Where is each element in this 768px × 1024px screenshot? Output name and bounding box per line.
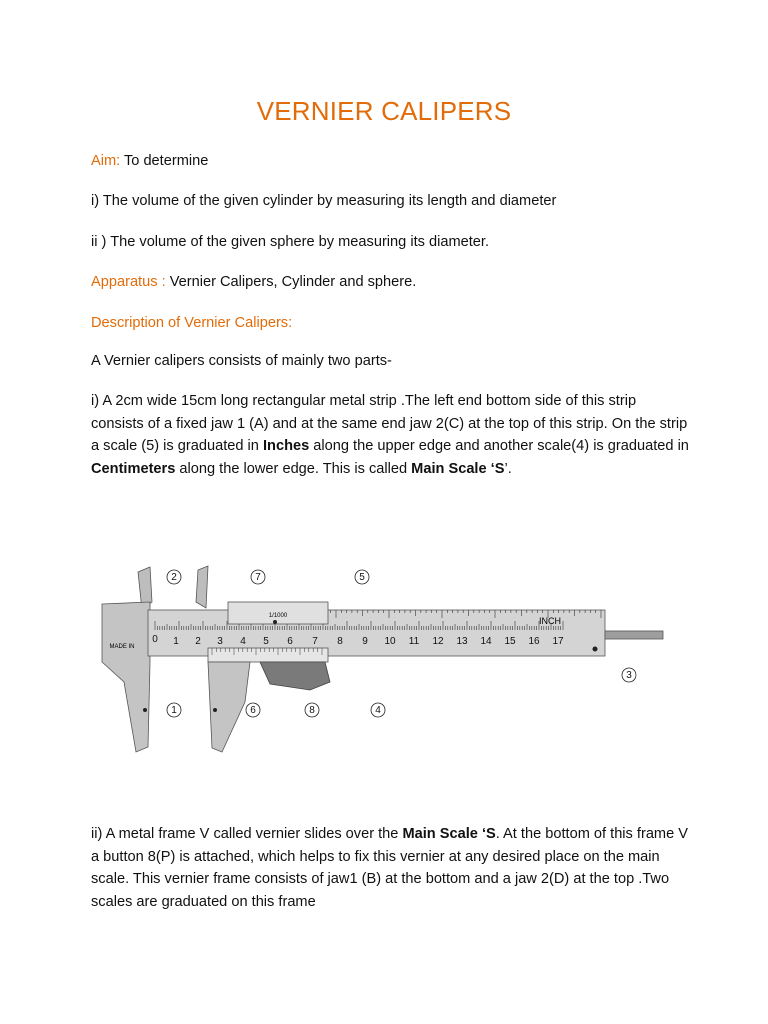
cm-tick-label: 12 bbox=[432, 636, 444, 647]
svg-text:7: 7 bbox=[255, 572, 261, 583]
intro-paragraph: A Vernier calipers consists of mainly two parts- bbox=[91, 353, 392, 369]
inches-term: Inches bbox=[262, 438, 310, 454]
part1-paragraph bbox=[91, 390, 691, 480]
callout-7 bbox=[251, 570, 265, 584]
cm-tick-label: 13 bbox=[456, 636, 468, 647]
page-title: VERNIER CALIPERS bbox=[256, 96, 512, 126]
svg-text:6: 6 bbox=[250, 705, 256, 716]
aim-item-1: i) The volume of the given cylinder by measuring its length and diameter bbox=[91, 193, 557, 209]
main-scale-term: Main Scale ‘S bbox=[411, 460, 505, 477]
svg-text:1: 1 bbox=[171, 705, 177, 716]
aim-label: Aim: bbox=[91, 153, 121, 169]
thumb-button bbox=[260, 662, 330, 690]
svg-text:3: 3 bbox=[626, 670, 632, 681]
cm-tick-label: 6 bbox=[287, 636, 293, 647]
cm-tick-label: 14 bbox=[480, 636, 492, 647]
part2-paragraph bbox=[91, 823, 691, 913]
cm-tick-label: 0 bbox=[152, 634, 158, 645]
rivet bbox=[273, 620, 277, 624]
depth-rod bbox=[605, 631, 663, 639]
part1-text-4: ’. bbox=[504, 460, 512, 477]
main-scale-term-2: Main Scale ‘S bbox=[402, 826, 496, 842]
apparatus-line bbox=[91, 271, 691, 294]
sliding-upper-jaw bbox=[196, 566, 208, 608]
vernier-caliper-diagram bbox=[100, 552, 680, 772]
cm-tick-label: 17 bbox=[552, 636, 564, 647]
rivet bbox=[143, 708, 147, 712]
cm-tick-label: 11 bbox=[408, 636, 420, 647]
svg-text:2: 2 bbox=[171, 572, 177, 583]
cm-tick-label: 2 bbox=[195, 636, 201, 647]
part1-text-1: i) A 2cm wide 15cm long rectangular metal strip .The left end bottom side of this strip consists of a fixed jaw 1 (A) and at the same end jaw 2(C) at the top of this strip. On the strip a scale (5) is graduated in bbox=[91, 393, 688, 454]
svg-text:8: 8 bbox=[309, 705, 315, 716]
apparatus-label: Apparatus : bbox=[91, 274, 166, 290]
part2-text-1: ii) A metal frame V called vernier slides over the bbox=[91, 826, 403, 842]
vernier-top-label: 1/1000 bbox=[268, 613, 288, 619]
sliding-lower-jaw bbox=[208, 662, 250, 752]
rivet bbox=[213, 708, 217, 712]
cm-tick-label: 1 bbox=[173, 636, 179, 647]
callout-6 bbox=[246, 703, 260, 717]
aim-item-2: ii ) The volume of the given sphere by measuring its diameter. bbox=[91, 234, 490, 250]
callout-5 bbox=[355, 570, 369, 584]
rivet bbox=[593, 647, 598, 652]
vernier-scale bbox=[208, 648, 328, 662]
cm-tick-label: 10 bbox=[384, 636, 396, 647]
cm-tick-label: 3 bbox=[217, 636, 223, 647]
cm-tick-label: 7 bbox=[312, 636, 318, 647]
callout-8 bbox=[305, 703, 319, 717]
cm-tick-label: 15 bbox=[504, 636, 516, 647]
cm-tick-label: 5 bbox=[263, 636, 269, 647]
part1-text-2: along the upper edge and another scale(4) is graduated in bbox=[309, 438, 689, 454]
centimeters-term: Centimeters bbox=[91, 460, 176, 477]
cm-tick-label: 9 bbox=[362, 636, 368, 647]
brand-mark: MADE IN bbox=[109, 644, 135, 650]
apparatus-text: Vernier Calipers, Cylinder and sphere. bbox=[165, 274, 417, 290]
svg-text:5: 5 bbox=[359, 572, 365, 583]
part1-text-3: along the lower edge. This is called bbox=[175, 460, 412, 477]
part2-text-2: . At the bottom of this frame V a button 8(P) is attached, which helps to fix this vernier at any desired place on the main scale. This vernier frame consists of jaw1 (B) at the bottom and a jaw 2(D) at the top .Two scales are graduated on this frame bbox=[91, 826, 688, 910]
aim-line bbox=[91, 150, 691, 173]
callout-2 bbox=[167, 570, 181, 584]
aim-text: To determine bbox=[120, 153, 209, 169]
cm-tick-label: 4 bbox=[240, 636, 246, 647]
callout-1 bbox=[167, 703, 181, 717]
description-heading: Description of Vernier Calipers: bbox=[91, 315, 293, 331]
svg-text:4: 4 bbox=[375, 705, 381, 716]
cm-tick-label: 16 bbox=[528, 636, 540, 647]
callout-3 bbox=[622, 668, 636, 682]
inch-label: INCH bbox=[539, 616, 561, 626]
callout-4 bbox=[371, 703, 385, 717]
cm-tick-label: 8 bbox=[337, 636, 343, 647]
fixed-frame bbox=[102, 602, 150, 752]
